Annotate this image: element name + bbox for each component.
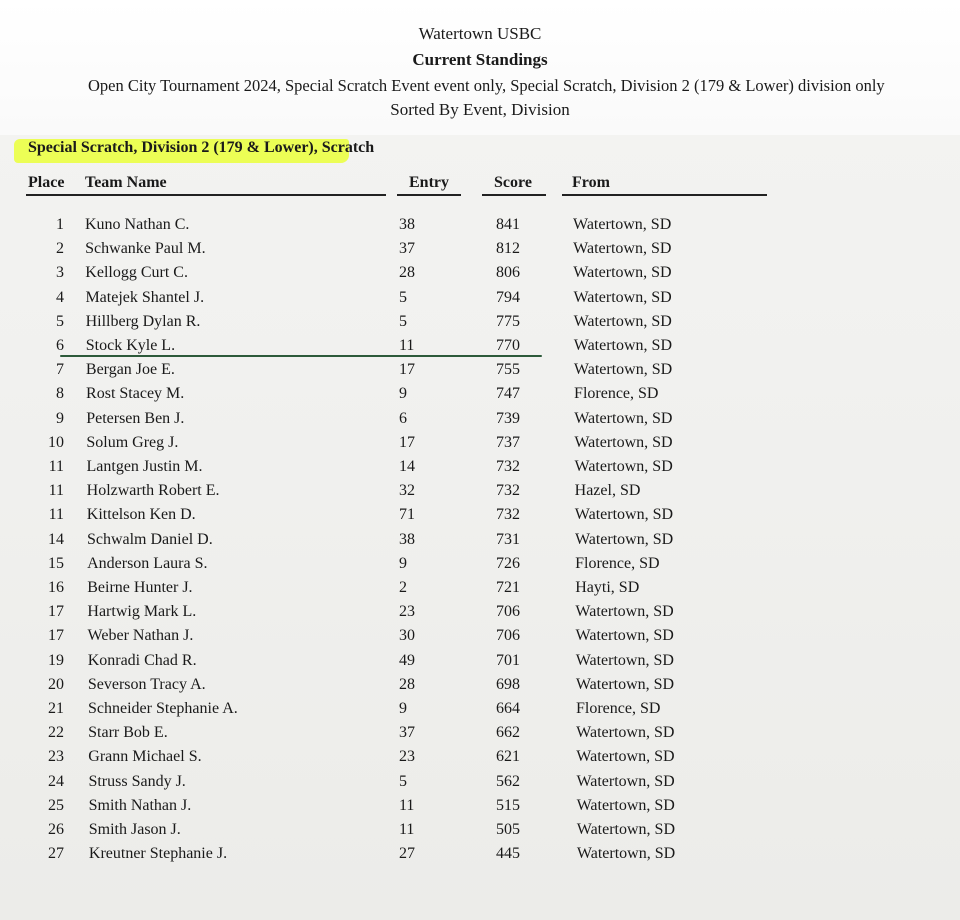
team-name-cell: Konradi Chad R. xyxy=(87,651,197,669)
team-name-cell: Severson Tracy A. xyxy=(87,675,206,693)
place-cell: 9 xyxy=(56,409,64,427)
place-cell: 17 xyxy=(48,603,64,621)
from-cell: Watertown, SD xyxy=(575,627,674,645)
section-title: Special Scratch, Division 2 (179 & Lower), Scratch xyxy=(28,139,375,156)
place-cell: 21 xyxy=(48,700,64,717)
entry-cell: 37 xyxy=(399,724,415,742)
table-row xyxy=(0,819,960,843)
place-cell: 8 xyxy=(56,385,64,403)
table-row xyxy=(0,456,960,480)
score-cell: 755 xyxy=(496,361,520,379)
table-row xyxy=(0,625,960,649)
place-cell: 1 xyxy=(56,216,64,233)
score-cell: 505 xyxy=(496,821,520,838)
place-cell: 25 xyxy=(48,796,64,814)
place-cell: 4 xyxy=(56,288,64,306)
entry-cell: 71 xyxy=(399,506,415,524)
team-name-cell: Schwalm Daniel D. xyxy=(86,530,213,548)
team-name-cell: Smith Jason J. xyxy=(88,821,181,838)
place-cell: 27 xyxy=(48,845,64,863)
entry-cell: 28 xyxy=(399,675,415,693)
entry-cell: 17 xyxy=(399,361,415,379)
from-cell: Watertown, SD xyxy=(576,772,675,790)
from-cell: Florence, SD xyxy=(576,700,661,717)
from-cell: Watertown, SD xyxy=(576,796,675,814)
from-cell: Watertown, SD xyxy=(573,216,672,233)
team-name-cell: Beirne Hunter J. xyxy=(87,579,193,596)
team-name-cell: Rost Stacey M. xyxy=(86,385,185,403)
team-name-cell: Grann Michael S. xyxy=(88,748,202,766)
table-row xyxy=(0,432,960,456)
from-cell: Florence, SD xyxy=(574,385,659,403)
team-name-cell: Matejek Shantel J. xyxy=(85,288,205,306)
table-row xyxy=(0,504,960,528)
place-cell: 2 xyxy=(56,240,64,258)
from-cell: Watertown, SD xyxy=(576,821,675,838)
from-cell: Watertown, SD xyxy=(574,458,673,475)
table-row xyxy=(0,601,960,625)
score-cell: 775 xyxy=(496,312,520,330)
entry-cell: 37 xyxy=(399,240,415,258)
header-rule-entry xyxy=(397,194,461,196)
from-cell: Hazel, SD xyxy=(574,482,641,500)
team-name-cell: Hillberg Dylan R. xyxy=(85,312,201,330)
table-row xyxy=(0,359,960,383)
team-name-cell: Kreutner Stephanie J. xyxy=(88,845,228,863)
table-row xyxy=(0,722,960,746)
place-cell: 15 xyxy=(48,554,64,572)
score-cell: 562 xyxy=(496,772,520,790)
score-cell: 739 xyxy=(496,409,520,427)
table-row xyxy=(0,553,960,577)
team-name-cell: Bergan Joe E. xyxy=(85,361,175,379)
column-header-team-name: Team Name xyxy=(85,174,167,191)
table-row xyxy=(0,771,960,795)
from-cell: Watertown, SD xyxy=(574,530,674,548)
place-cell: 3 xyxy=(56,264,64,282)
table-row xyxy=(0,577,960,601)
from-cell: Watertown, SD xyxy=(576,724,675,742)
team-name-cell: Solum Greg J. xyxy=(86,433,179,451)
place-cell: 11 xyxy=(48,482,64,500)
from-cell: Watertown, SD xyxy=(573,312,672,330)
team-name-cell: Anderson Laura S. xyxy=(87,554,208,572)
team-name-cell: Petersen Ben J. xyxy=(86,409,185,427)
from-cell: Watertown, SD xyxy=(576,748,675,766)
entry-cell: 30 xyxy=(399,627,415,645)
entry-cell: 49 xyxy=(399,651,415,669)
score-cell: 721 xyxy=(496,579,520,596)
from-cell: Watertown, SD xyxy=(575,675,675,693)
score-cell: 812 xyxy=(496,240,520,258)
score-cell: 732 xyxy=(496,458,520,475)
table-row xyxy=(0,698,960,722)
table-row xyxy=(0,262,960,286)
place-cell: 6 xyxy=(56,337,64,354)
score-cell: 445 xyxy=(496,845,520,863)
from-cell: Watertown, SD xyxy=(573,361,673,379)
table-row xyxy=(0,529,960,553)
entry-cell: 23 xyxy=(399,748,415,766)
team-name-cell: Schneider Stephanie A. xyxy=(88,700,238,717)
from-cell: Watertown, SD xyxy=(576,845,676,863)
table-row xyxy=(0,287,960,311)
entry-cell: 11 xyxy=(399,796,415,814)
table-row xyxy=(0,480,960,504)
score-cell: 732 xyxy=(496,506,520,524)
entry-cell: 11 xyxy=(399,821,415,838)
team-name-cell: Hartwig Mark L. xyxy=(87,603,197,621)
place-cell: 14 xyxy=(48,530,64,548)
score-cell: 841 xyxy=(496,216,520,233)
place-cell: 11 xyxy=(48,458,64,475)
entry-cell: 9 xyxy=(399,700,407,717)
entry-cell: 28 xyxy=(399,264,415,282)
team-name-cell: Smith Nathan J. xyxy=(88,796,192,814)
place-cell: 11 xyxy=(48,506,64,524)
entry-cell: 38 xyxy=(399,530,415,548)
score-cell: 747 xyxy=(496,385,520,403)
place-cell: 23 xyxy=(48,748,64,766)
table-row xyxy=(0,311,960,335)
score-cell: 770 xyxy=(496,337,520,354)
table-row xyxy=(0,383,960,407)
team-name-cell: Stock Kyle L. xyxy=(85,337,176,354)
score-cell: 664 xyxy=(496,700,520,717)
from-cell: Hayti, SD xyxy=(575,579,640,596)
score-cell: 662 xyxy=(496,724,520,742)
table-row xyxy=(0,843,960,867)
score-cell: 515 xyxy=(496,796,520,814)
team-name-cell: Holzwarth Robert E. xyxy=(86,482,220,500)
entry-cell: 23 xyxy=(399,603,415,621)
table-row xyxy=(0,650,960,674)
from-cell: Watertown, SD xyxy=(574,506,674,524)
place-cell: 10 xyxy=(48,433,64,451)
place-cell: 22 xyxy=(48,724,64,742)
from-cell: Watertown, SD xyxy=(574,409,673,427)
place-cell: 7 xyxy=(56,361,64,379)
team-name-cell: Kittelson Ken D. xyxy=(86,506,196,524)
team-name-cell: Starr Bob E. xyxy=(88,724,168,742)
table-row xyxy=(0,746,960,770)
team-name-cell: Schwanke Paul M. xyxy=(85,240,206,258)
table-row xyxy=(0,795,960,819)
column-header-score: Score xyxy=(494,174,532,191)
place-cell: 16 xyxy=(48,579,64,596)
team-name-cell: Lantgen Justin M. xyxy=(86,458,203,475)
from-cell: Watertown, SD xyxy=(575,603,674,621)
score-cell: 726 xyxy=(496,554,520,572)
entry-cell: 27 xyxy=(399,845,415,863)
score-cell: 706 xyxy=(496,603,520,621)
place-cell: 19 xyxy=(48,651,64,669)
score-cell: 731 xyxy=(496,530,520,548)
place-cell: 20 xyxy=(48,675,64,693)
entry-cell: 17 xyxy=(399,433,415,451)
score-cell: 806 xyxy=(496,264,520,282)
entry-cell: 5 xyxy=(399,288,407,306)
score-cell: 701 xyxy=(496,651,520,669)
table-row xyxy=(0,238,960,262)
entry-cell: 11 xyxy=(399,337,415,354)
table-row xyxy=(0,214,960,238)
score-cell: 706 xyxy=(496,627,520,645)
from-cell: Watertown, SD xyxy=(575,651,674,669)
entry-cell: 38 xyxy=(399,216,415,233)
score-cell: 698 xyxy=(496,675,520,693)
column-header-entry: Entry xyxy=(409,174,449,191)
table-row xyxy=(0,408,960,432)
entry-cell: 9 xyxy=(399,554,407,572)
place-cell: 17 xyxy=(48,627,64,645)
report-subtitle: Current Standings xyxy=(412,50,548,69)
place-cell: 24 xyxy=(48,772,64,790)
from-cell: Watertown, SD xyxy=(573,264,672,282)
from-cell: Watertown, SD xyxy=(573,288,672,306)
team-name-cell: Struss Sandy J. xyxy=(88,772,186,790)
score-cell: 732 xyxy=(496,482,520,500)
report-description: Open City Tournament 2024, Special Scratch Event event only, Special Scratch, Division 2 (179 & Lower) division only xyxy=(88,76,885,95)
entry-cell: 2 xyxy=(399,579,407,596)
handdrawn-cut-line xyxy=(60,355,542,357)
from-cell: Watertown, SD xyxy=(574,433,673,451)
place-cell: 26 xyxy=(48,821,64,838)
header-rule-score xyxy=(482,194,546,196)
score-cell: 794 xyxy=(496,288,520,306)
entry-cell: 5 xyxy=(399,772,407,790)
team-name-cell: Kuno Nathan C. xyxy=(85,216,190,233)
from-cell: Florence, SD xyxy=(575,554,660,572)
entry-cell: 32 xyxy=(399,482,415,500)
from-cell: Watertown, SD xyxy=(573,240,672,258)
team-name-cell: Weber Nathan J. xyxy=(87,627,194,645)
entry-cell: 9 xyxy=(399,385,407,403)
column-header-from: From xyxy=(572,174,610,191)
team-name-cell: Kellogg Curt C. xyxy=(85,264,188,282)
report-title: Watertown USBC xyxy=(418,24,542,43)
from-cell: Watertown, SD xyxy=(573,337,672,354)
entry-cell: 14 xyxy=(399,458,415,475)
entry-cell: 6 xyxy=(399,409,407,427)
header-rule-from xyxy=(562,194,767,196)
column-header-place: Place xyxy=(28,174,65,191)
place-cell: 5 xyxy=(56,312,64,330)
report-sort-note: Sorted By Event, Division xyxy=(390,100,570,119)
header-rule-name xyxy=(26,194,386,196)
score-cell: 621 xyxy=(496,748,520,766)
entry-cell: 5 xyxy=(399,312,407,330)
score-cell: 737 xyxy=(496,433,520,451)
table-row xyxy=(0,674,960,698)
